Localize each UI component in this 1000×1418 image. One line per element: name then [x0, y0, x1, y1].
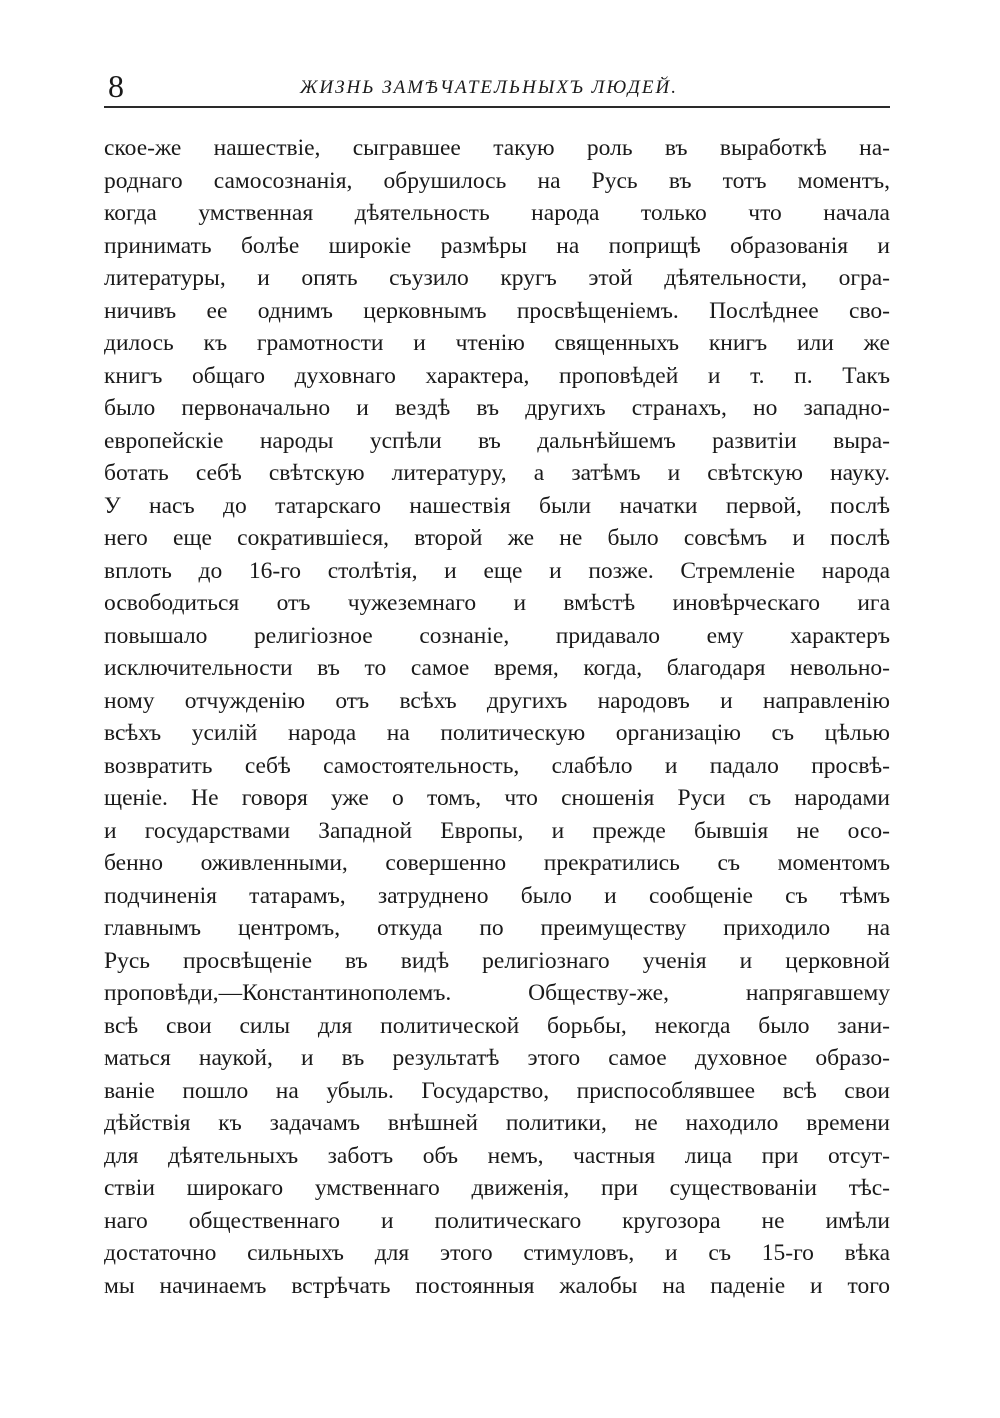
- text-line: маться наукой, и въ результатѣ этого самое духовное образо-: [104, 1045, 890, 1071]
- text-line: когда умственная дѣятельность народа только что начала: [104, 200, 890, 226]
- text-line: ничивъ ее однимъ церковнымъ просвѣщеніемъ. Послѣднее сво-: [104, 297, 890, 324]
- running-title: ЖИЗНЬ ЗАМѢЧАТЕЛЬНЫХЪ ЛЮДЕЙ.: [300, 77, 678, 98]
- text-line: освободиться отъ чужеземнаго и вмѣстѣ иновѣрческаго ига: [104, 590, 890, 616]
- text-line: мы начинаемъ встрѣчать постоянныя жалобы на паденіе и того: [104, 1272, 890, 1299]
- body-text: [104, 132, 890, 1302]
- page-number: 8: [108, 68, 124, 104]
- text-line: исключительности въ то самое время, когда, благодаря невольно-: [104, 655, 890, 681]
- text-line: ствіи широкаго умственнаго движенія, при существованіи тѣс-: [104, 1175, 890, 1201]
- text-line: европейскіе народы успѣли въ дальнѣйшемъ развитіи выра-: [104, 427, 890, 454]
- text-line: было первоначально и вездѣ въ другихъ странахъ, но западно-: [104, 395, 890, 421]
- text-line: принимать болѣе широкіе размѣры на поприщѣ образованія и: [104, 232, 890, 259]
- header-rule: [104, 106, 890, 108]
- text-line: щеніе. Не говоря уже о томъ, что сношенія Руси съ народами: [104, 785, 890, 811]
- text-line: ному отчужденію отъ всѣхъ другихъ народовъ и направленію: [104, 687, 890, 714]
- text-line: роднаго самосознанія, обрушилось на Русь въ тотъ моментъ,: [104, 167, 890, 194]
- text-line: проповѣди,—Константинополемъ. Обществу-же, напрягавшему: [104, 980, 890, 1006]
- text-line: подчиненія татарамъ, затруднено было и сообщеніе съ тѣмъ: [104, 882, 890, 909]
- text-line: У насъ до татарскаго нашествія были начатки первой, послѣ: [104, 492, 890, 519]
- text-line: наго общественнаго и политическаго кругозора не имѣли: [104, 1207, 890, 1234]
- text-line: Русь просвѣщеніе въ видѣ религіознаго ученія и церковной: [104, 947, 890, 974]
- text-line: дѣйствія къ задачамъ внѣшней политики, не находило времени: [104, 1110, 890, 1136]
- text-line: всѣ свои силы для политической борьбы, некогда было зани-: [104, 1012, 890, 1039]
- text-line: повышало религіозное сознаніе, придавало ему характеръ: [104, 622, 890, 649]
- text-line: литературы, и опять съузило кругъ этой дѣятельности, огра-: [104, 265, 890, 291]
- text-line: достаточно сильныхъ для этого стимуловъ, и съ 15-го вѣка: [104, 1240, 890, 1266]
- text-line: книгъ общаго духовнаго характера, проповѣдей и т. п. Такъ: [104, 362, 890, 389]
- text-line: всѣхъ усилій народа на политическую организацію съ цѣлью: [104, 720, 890, 746]
- text-line: дилось къ грамотности и чтенію священныхъ книгъ или же: [104, 330, 890, 356]
- text-line: главнымъ центромъ, откуда по преимуществу приходило на: [104, 915, 890, 941]
- text-line: вплоть до 16-го столѣтія, и еще и позже. Стремленіе народа: [104, 557, 890, 584]
- text-line: бенно оживленными, совершенно прекратились съ моментомъ: [104, 850, 890, 876]
- text-line: ское-же нашествіе, сыгравшее такую роль въ выработкѣ на-: [104, 135, 890, 161]
- text-line: ваніе пошло на убыль. Государство, приспособлявшее всѣ свои: [104, 1077, 890, 1104]
- text-line: и государствами Западной Европы, и прежде бывшія не осо-: [104, 817, 890, 844]
- text-line: него еще сократившіеся, второй же не было совсѣмъ и послѣ: [104, 525, 890, 551]
- text-line: для дѣятельныхъ заботъ объ немъ, частныя лица при отсут-: [104, 1142, 890, 1169]
- text-line: ботать себѣ свѣтскую литературу, а затѣмъ и свѣтскую науку.: [104, 460, 890, 486]
- text-line: возвратить себѣ самостоятельность, слабѣло и падало просвѣ-: [104, 752, 890, 779]
